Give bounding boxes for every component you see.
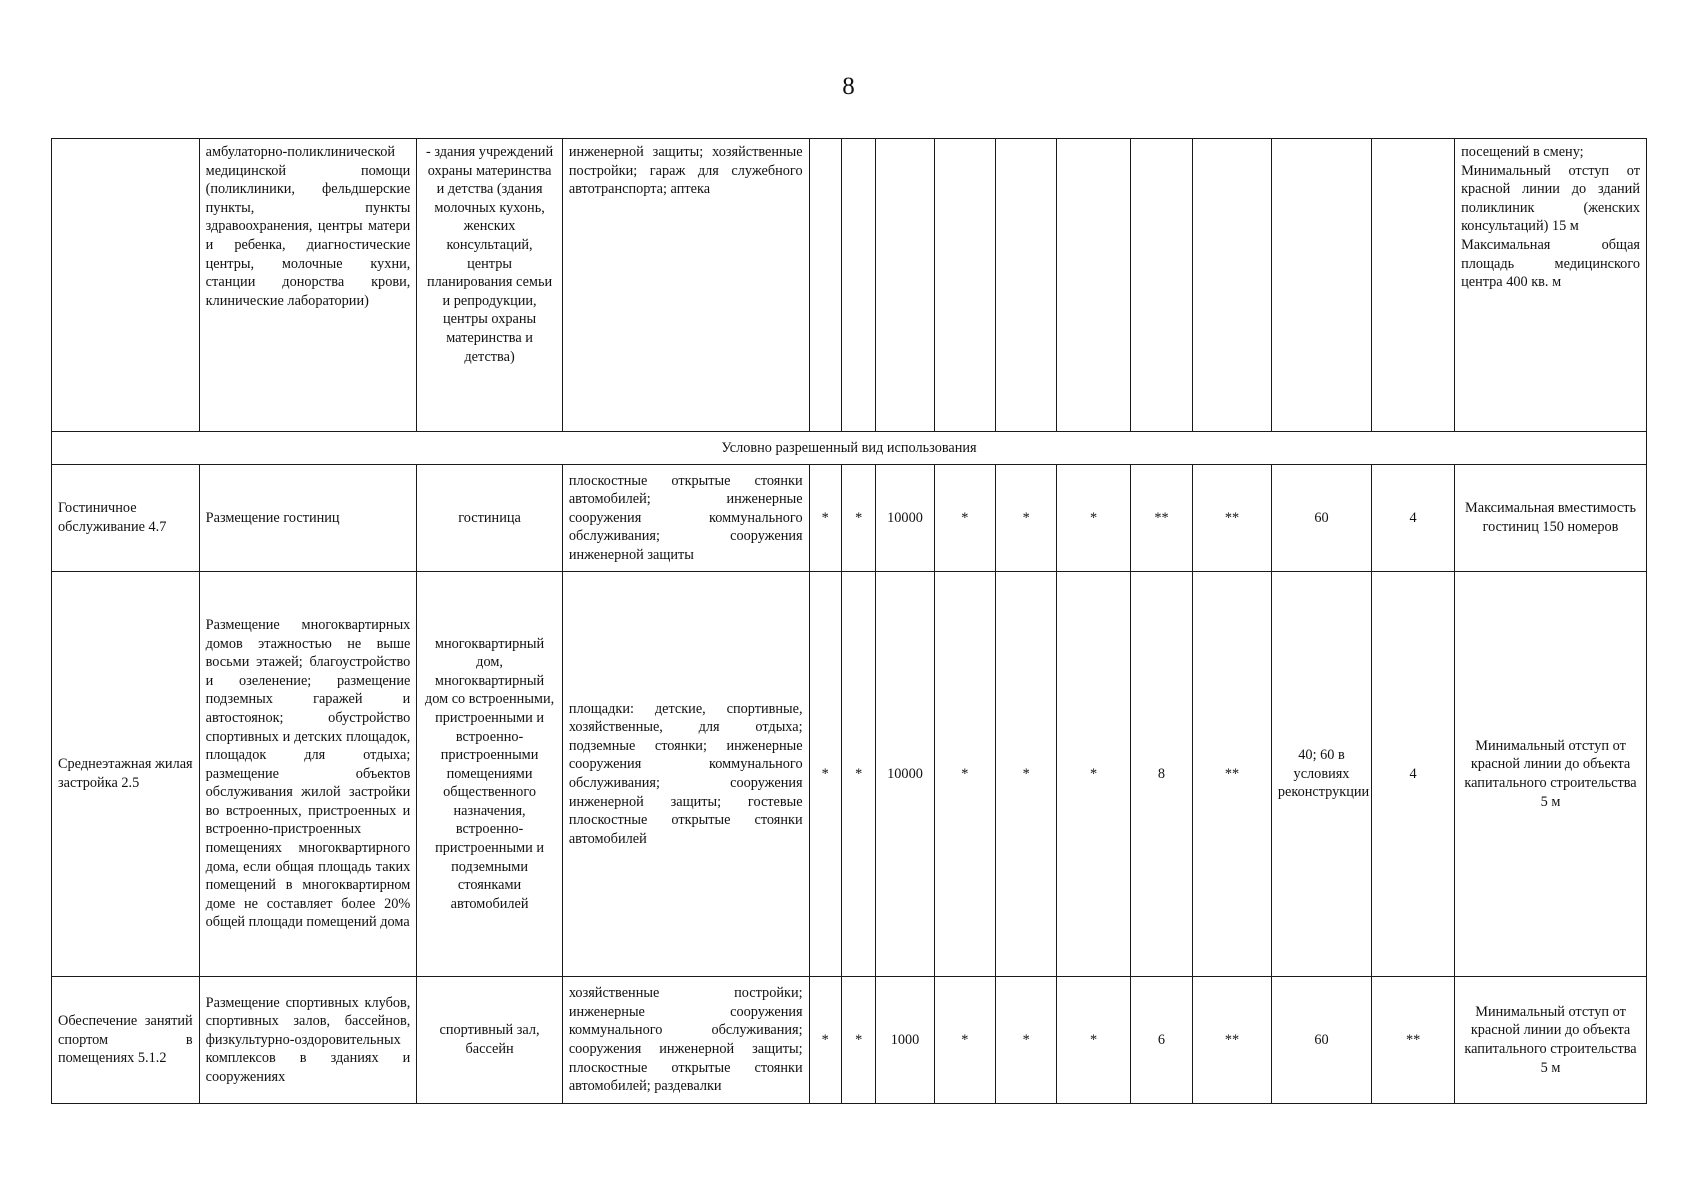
table-row (52, 465, 1647, 572)
cell-empty (1057, 139, 1130, 432)
cell-v9: 60 (1271, 465, 1371, 572)
cell-v3: 1000 (876, 977, 934, 1104)
table-row (52, 977, 1647, 1104)
cell-v7: ** (1130, 465, 1193, 572)
cell-v10: ** (1372, 977, 1455, 1104)
cell-v4: * (934, 977, 995, 1104)
cell-v10: 4 (1372, 465, 1455, 572)
cell-main-objects: - здания учреждений охраны материнства и детства (здания молочных кухонь, женских консультаций, центры планирования семьи и репродукции, центры охраны материнства и детства) (417, 139, 562, 432)
cell-description: Размещение спортивных клубов, спортивных залов, бассейнов, физкультурно-оздоровительных комплексов в зданиях и сооружениях (199, 977, 417, 1104)
cell-v5: * (996, 465, 1057, 572)
cell-aux-objects: инженерной защиты; хозяйственные постройки; гараж для служебного автотранспорта; аптека (562, 139, 809, 432)
cell-description: Размещение многоквартирных домов этажностью не выше восьми этажей; благоустройство и озеленение; размещение подземных гаражей и автостоянок; обустройство спортивных и детских площадок, площадок для отдыха; размещение объектов обслуживания жилой застройки во встроенных, пристроенных и встроенно-пристроенных помещениях многоквартирного дома, если общая площадь таких помещений в многоквартирном доме не составляет более 20% общей площади помещений дома (199, 572, 417, 977)
cell-empty (934, 139, 995, 432)
cell-empty (1372, 139, 1455, 432)
cell-name: Гостиничное обслуживание 4.7 (52, 465, 200, 572)
cell-v4: * (934, 465, 995, 572)
cell-name (52, 139, 200, 432)
cell-main-objects: спортивный зал, бассейн (417, 977, 562, 1104)
cell-restrictions: Минимальный отступ от красной линии до объекта капитального строительства 5 м (1455, 572, 1647, 977)
cell-main-objects: гостиница (417, 465, 562, 572)
cell-v8: ** (1193, 572, 1272, 977)
cell-v2: * (841, 465, 875, 572)
page-number: 8 (842, 73, 855, 100)
cell-restrictions: посещений в смену; Минимальный отступ от красной линии до зданий поликлиник (женских консультаций) 15 м Максимальная общая площадь медицинского центра 400 кв. м (1455, 139, 1647, 432)
cell-v5: * (996, 977, 1057, 1104)
cell-empty (1193, 139, 1272, 432)
cell-v4: * (934, 572, 995, 977)
cell-name: Среднеэтажная жилая застройка 2.5 (52, 572, 200, 977)
cell-v1: * (809, 572, 841, 977)
table-row (52, 572, 1647, 977)
cell-empty (1130, 139, 1193, 432)
cell-empty (876, 139, 934, 432)
cell-v7: 8 (1130, 572, 1193, 977)
section-title: Условно разрешенный вид использования (52, 432, 1647, 465)
cell-v3: 10000 (876, 465, 934, 572)
cell-restrictions: Максимальная вместимость гостиниц 150 номеров (1455, 465, 1647, 572)
zoning-regulations-table (51, 138, 1647, 1104)
cell-v3: 10000 (876, 572, 934, 977)
table-row-continuation (52, 139, 1647, 432)
cell-empty (841, 139, 875, 432)
cell-v10: 4 (1372, 572, 1455, 977)
cell-aux-objects: хозяйственные постройки; инженерные сооружения коммунального обслуживания; сооружения инженерной защиты; плоскостные открытые стоянки автомобилей; раздевалки (562, 977, 809, 1104)
cell-empty (1271, 139, 1371, 432)
cell-v8: ** (1193, 465, 1272, 572)
cell-empty (809, 139, 841, 432)
cell-v1: * (809, 465, 841, 572)
cell-v9: 40; 60 в условиях реконструкции (1271, 572, 1371, 977)
cell-v6: * (1057, 465, 1130, 572)
cell-description: амбулаторно-поликлинической медицинской помощи (поликлиники, фельдшерские пункты, пункты здравоохранения, центры матери и ребенка, диагностические центры, молочные кухни, станции донорства крови, клинические лаборатории) (199, 139, 417, 432)
cell-aux-objects: плоскостные открытые стоянки автомобилей; инженерные сооружения коммунального обслуживания; сооружения инженерной защиты (562, 465, 809, 572)
cell-v7: 6 (1130, 977, 1193, 1104)
cell-aux-objects: площадки: детские, спортивные, хозяйственные, для отдыха; подземные стоянки; инженерные сооружения коммунального обслуживания; сооружения инженерной защиты; гостевые плоскостные открытые стоянки автомобилей (562, 572, 809, 977)
section-header-row (52, 432, 1647, 465)
cell-v6: * (1057, 572, 1130, 977)
cell-v9: 60 (1271, 977, 1371, 1104)
cell-main-objects: многоквартирный дом, многоквартирный дом со встроенными, пристроенными и встроенно-пристроенными помещениями общественного назначения, встроенно-пристроенными и подземными стоянками автомобилей (417, 572, 562, 977)
cell-v6: * (1057, 977, 1130, 1104)
cell-restrictions: Минимальный отступ от красной линии до объекта капитального строительства 5 м (1455, 977, 1647, 1104)
cell-v8: ** (1193, 977, 1272, 1104)
cell-v2: * (841, 572, 875, 977)
cell-empty (996, 139, 1057, 432)
cell-v5: * (996, 572, 1057, 977)
cell-v1: * (809, 977, 841, 1104)
cell-v2: * (841, 977, 875, 1104)
cell-name: Обеспечение занятий спортом в помещениях 5.1.2 (52, 977, 200, 1104)
cell-description: Размещение гостиниц (199, 465, 417, 572)
